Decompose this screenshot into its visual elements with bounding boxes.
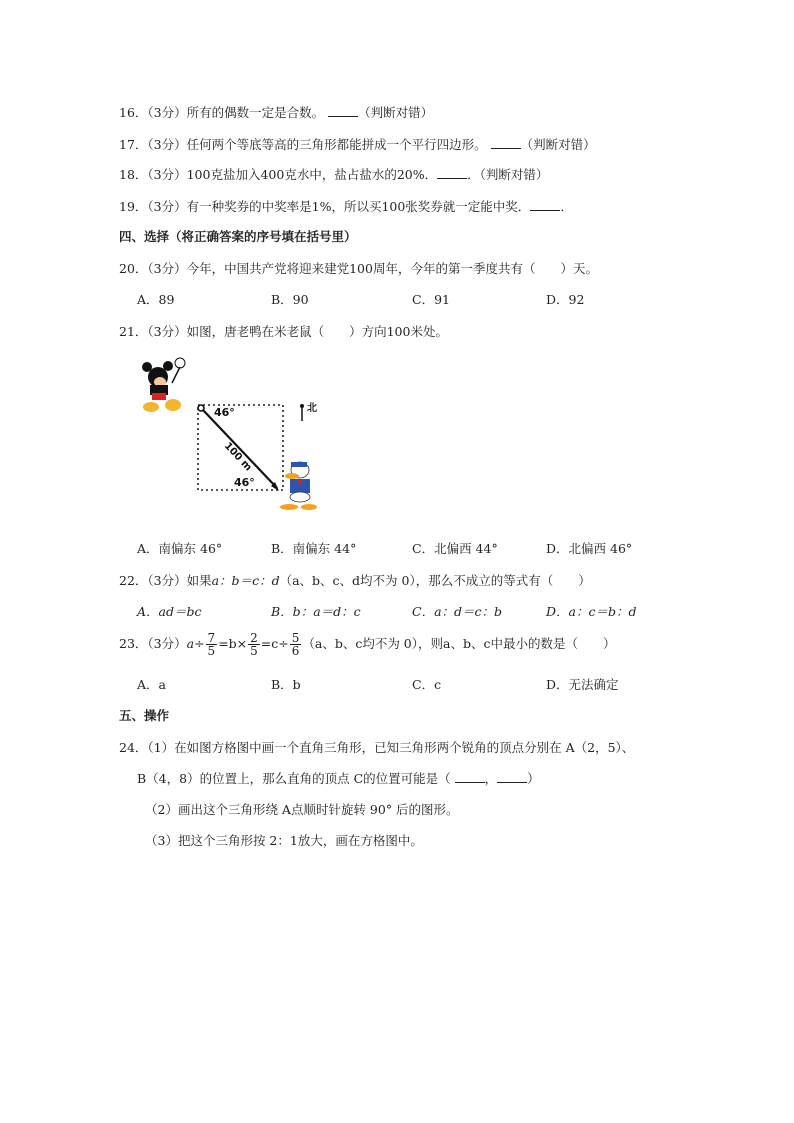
- option-d[interactable]: D．92: [546, 292, 585, 307]
- divide-sign: ÷: [194, 636, 205, 651]
- direction-figure: [140, 355, 340, 525]
- question-17-number: 17．（3分）: [119, 137, 187, 152]
- distance-label: 100 m: [221, 440, 254, 474]
- option-b[interactable]: B．90: [271, 292, 309, 307]
- option-a[interactable]: A．89: [137, 292, 175, 307]
- angle-label-top: 46°: [214, 406, 235, 419]
- variable-a: a: [186, 636, 195, 651]
- option-c[interactable]: C．c: [412, 677, 442, 692]
- mickey-mouse-image: [142, 358, 185, 412]
- numerator: 2: [250, 631, 258, 645]
- denominator: 5: [250, 644, 258, 658]
- question-18-number: 18．（3分）: [119, 167, 187, 182]
- option-c[interactable]: C．91: [412, 292, 450, 307]
- answer-blank[interactable]: [437, 166, 467, 179]
- north-arrow-icon: [300, 404, 304, 421]
- question-17: [119, 136, 596, 153]
- question-18-tail: ．（判断对错）: [467, 167, 549, 182]
- question-24-part-3: （3）把这个三角形按 2：1放大，画在方格图中。: [145, 833, 423, 848]
- question-24-part-1-cont: [137, 770, 540, 787]
- equals-b-times: =b×: [218, 636, 248, 651]
- option-c[interactable]: C．北偏西 44°: [412, 541, 498, 556]
- option-a[interactable]: A．ad＝bc: [137, 604, 202, 619]
- angle-label-bottom: 46°: [234, 476, 255, 489]
- section-4-heading: 四、选择（将正确答案的序号填在括号里）: [119, 229, 357, 244]
- answer-blank[interactable]: [491, 136, 521, 149]
- close-paren: ）: [527, 771, 540, 786]
- section-5-heading: 五、操作: [119, 708, 170, 723]
- numerator: 7: [207, 631, 216, 645]
- question-19-text: 有一种奖券的中奖率是1%，所以买100张奖券就一定能中奖．: [186, 199, 531, 214]
- fraction-2-5: [248, 632, 260, 657]
- question-20-text: 20．（3分）今年，中国共产党将迎来建党100周年，今年的第一季度共有（ ）天。: [119, 261, 598, 276]
- question-18-text: 100克盐加入400克水中，盐占盐水的20%．: [186, 167, 438, 182]
- equals-c-div: =c÷: [260, 636, 289, 651]
- donald-duck-image: [280, 462, 317, 510]
- answer-blank-y[interactable]: [497, 770, 527, 783]
- option-a[interactable]: A．南偏东 46°: [137, 541, 223, 556]
- answer-blank[interactable]: [530, 198, 560, 211]
- option-c[interactable]: C．a：d＝c：b: [412, 604, 503, 619]
- question-24-part-1-cont-text: B（4，8）的位置上，那么直角的顶点 C的位置可能是（: [137, 771, 451, 786]
- question-23: [119, 630, 615, 658]
- option-b[interactable]: B．b：a＝d：c: [271, 604, 361, 619]
- option-d[interactable]: D．无法确定: [546, 677, 619, 692]
- fraction-5-6: [290, 632, 302, 657]
- question-18: [119, 166, 548, 183]
- question-17-tail: （判断对错）: [520, 137, 596, 152]
- option-b[interactable]: B．b: [271, 677, 301, 692]
- question-21-text: 21．（3分）如图，唐老鸭在米老鼠（ ）方向100米处。: [119, 324, 448, 339]
- answer-blank[interactable]: [328, 104, 358, 117]
- comma-separator: ，: [484, 771, 498, 786]
- question-22: [119, 573, 591, 589]
- question-24-part-1: 24．（1）在如图方格图中画一个直角三角形，已知三角形两个锐角的顶点分别在 A（2，5）、: [119, 740, 635, 755]
- question-16-tail: （判断对错）: [358, 105, 434, 120]
- question-19-tail: ．: [560, 199, 573, 214]
- question-16-text: 所有的偶数一定是合数。: [186, 105, 325, 120]
- numerator: 5: [291, 631, 300, 645]
- question-24-part-2: （2）画出这个三角形绕 A点顺时针旋转 90° 后的图形。: [145, 802, 459, 817]
- question-17-text: 任何两个等底等高的三角形都能拼成一个平行四边形。: [186, 137, 487, 152]
- question-16-number: 16．（3分）: [119, 105, 187, 120]
- answer-blank-x[interactable]: [455, 770, 485, 783]
- question-16: [119, 104, 433, 121]
- denominator: 5: [207, 644, 216, 658]
- question-19: [119, 198, 573, 215]
- option-d[interactable]: D．a：c＝b：d: [546, 604, 637, 619]
- question-22-text: （a、b、c、d均不为 0），那么不成立的等式有（ ）: [279, 573, 591, 588]
- question-22-prefix: 22．（3分）如果: [119, 573, 212, 588]
- question-22-condition: a：b＝c：d: [211, 573, 280, 588]
- question-23-text: （a、b、c均不为 0），则a、b、c中最小的数是（ ）: [302, 636, 616, 651]
- option-d[interactable]: D．北偏西 46°: [546, 541, 633, 556]
- question-23-prefix: 23．（3分）: [119, 636, 187, 651]
- north-label: 北: [307, 403, 317, 414]
- fraction-7-5: [206, 632, 218, 657]
- question-19-number: 19．（3分）: [119, 199, 187, 214]
- option-a[interactable]: A．a: [137, 677, 166, 692]
- denominator: 6: [291, 644, 300, 658]
- option-b[interactable]: B．南偏东 44°: [271, 541, 357, 556]
